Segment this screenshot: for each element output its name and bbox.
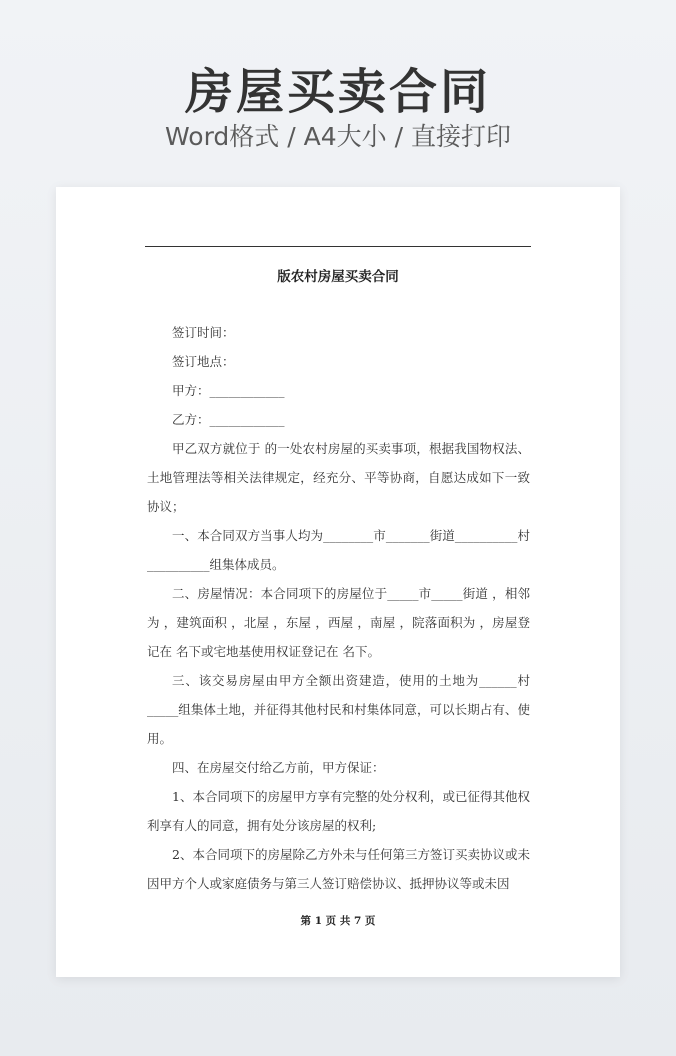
clause-3: 三、该交易房屋由甲方全额出资建造，使用的土地为______村_____组集体土地，并征得其他村民和村集体同意，可以长期占有、使用。 bbox=[147, 673, 530, 746]
page-number: 第 1 页 共 7 页 bbox=[300, 915, 376, 927]
document-title: 版农村房屋买卖合同 bbox=[277, 269, 399, 285]
header-rule bbox=[145, 246, 531, 247]
document-body bbox=[147, 318, 530, 898]
party-a-line: 甲方：____________ bbox=[172, 383, 285, 398]
poster-title: 房屋买卖合同 bbox=[184, 64, 491, 120]
clause-4-item-2: 2、本合同项下的房屋除乙方外未与任何第三方签订买卖协议或未因甲方个人或家庭债务与第三人签订赔偿协议、抵押协议等或未因 bbox=[147, 847, 530, 891]
clause-2: 二、房屋情况：本合同项下的房屋位于_____市_____街道 ，相邻为 ，建筑面积 ，北屋 ，东屋 ，西屋 ，南屋 ，院落面积为 ，房屋登记在 名下或宅地基使用权证登记在 名下。 bbox=[147, 586, 530, 659]
clause-4: 四、在房屋交付给乙方前，甲方保证： bbox=[172, 760, 385, 775]
preamble-paragraph: 甲乙双方就位于 的一处农村房屋的买卖事项，根据我国物权法、土地管理法等相关法律规定，经充分、平等协商，自愿达成如下一致协议； bbox=[147, 441, 530, 514]
document-page bbox=[56, 187, 620, 977]
signing-place-line: 签订地点： bbox=[172, 354, 235, 369]
signing-time-line: 签订时间： bbox=[172, 325, 235, 340]
party-b-line: 乙方：____________ bbox=[172, 412, 285, 427]
clause-4-item-1: 1、本合同项下的房屋甲方享有完整的处分权利，或已征得其他权利享有人的同意，拥有处分该房屋的权利; bbox=[147, 789, 530, 833]
clause-1: 一、本合同双方当事人均为________市_______街道__________村__________组集体成员。 bbox=[147, 528, 530, 572]
poster-subtitle: Word格式 / A4大小 / 直接打印 bbox=[165, 122, 511, 151]
